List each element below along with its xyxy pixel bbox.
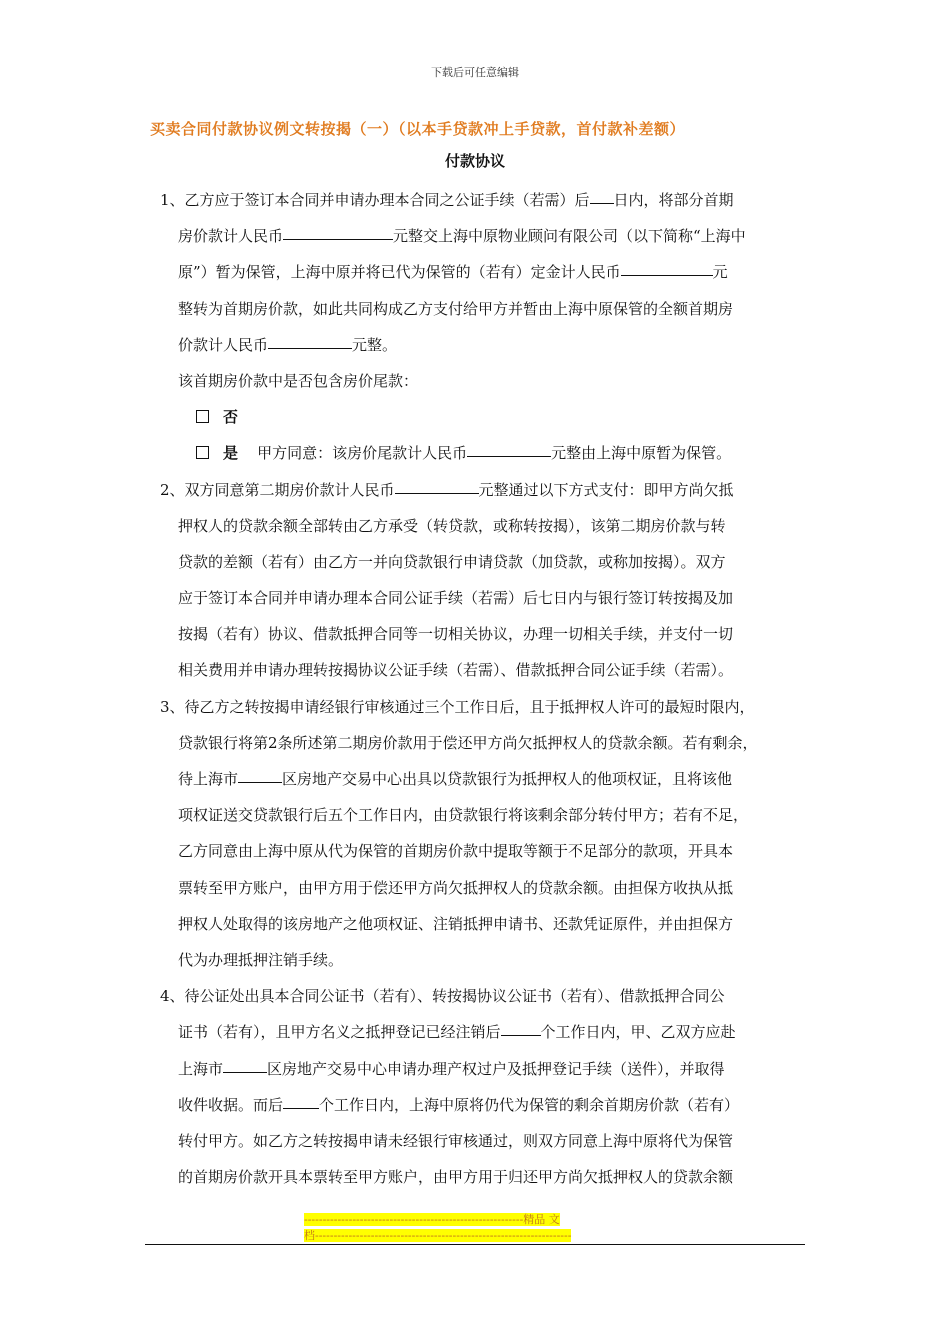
clause-3-line-6: 票转至甲方账户，由甲方用于偿还甲方尚欠抵押权人的贷款余额。由担保方收执从抵	[178, 878, 734, 897]
clause-1-question: 该首期房价款中是否包含房价尾款：	[178, 371, 419, 390]
clause-1-line-4: 整转为首期房价款，如此共同构成乙方支付给甲方并暂由上海中原保管的全额首期房	[178, 299, 734, 318]
clause-3-line-8: 代为办理抵押注销手续。	[178, 950, 344, 969]
page-header: 下载后可任意编辑	[431, 66, 519, 79]
clause-1-line-5: 价款计人民币 元整。	[150, 327, 810, 363]
amount-blank[interactable]	[283, 221, 393, 240]
clause-4-line-5: 转付甲方。如乙方之转按揭申请未经银行审核通过，则双方同意上海中原将代为保管	[178, 1131, 734, 1150]
option-no: 否	[150, 399, 810, 435]
clause-4-line-2: 证书（若有），且甲方名义之抵押登记已经注销后 个工作日内，甲、乙双方应赴	[150, 1014, 810, 1050]
footer-line-1: -----------------------------------------------------------精品 文	[304, 1213, 560, 1226]
clause-3-line-1: 3、待乙方之转按揭申请经银行审核通过三个工作日后，且于抵押权人许可的最短时限内，	[160, 697, 755, 716]
document-body	[150, 182, 810, 1195]
clause-2-line-1: 2、双方同意第二期房价款计人民币 元整通过以下方式支付：即甲方尚欠抵	[150, 472, 810, 508]
footer-line-2: 档---------------------------------------------------------------------	[304, 1229, 572, 1242]
clause-3-line-5: 乙方同意由上海中原从代为保管的首期房价款中提取等额于不足部分的款项，开具本	[178, 842, 734, 861]
document-subtitle: 付款协议	[444, 152, 505, 170]
clause-3-line-7: 押权人处取得的该房地产之他项权证、注销抵押申请书、还款凭证原件，并由担保方	[178, 914, 734, 933]
workdays-blank[interactable]	[501, 1017, 541, 1036]
clause-2-line-4: 应于签订本合同并申请办理本合同公证手续（若需）后七日内与银行签订转按揭及加	[178, 589, 734, 608]
clause-1-line-3: 原”）暂为保管，上海中原并将已代为保管的（若有）定金计人民币 元	[150, 254, 810, 290]
clause-4-line-6: 的首期房价款开具本票转至甲方账户，由甲方用于归还甲方尚欠抵押权人的贷款余额	[178, 1168, 734, 1187]
district-blank-2[interactable]	[223, 1054, 267, 1073]
footer-divider	[145, 1244, 805, 1245]
clause-4-line-1: 4、待公证处出具本合同公证书（若有）、转按揭协议公证书（若有）、借款抵押合同公	[160, 987, 725, 1006]
second-payment-blank[interactable]	[395, 475, 479, 494]
document-title: 买卖合同付款协议例文转按揭（一）（以本手贷款冲上手贷款，首付款补差额）	[150, 120, 686, 138]
clause-2-line-2: 押权人的贷款余额全部转由乙方承受（转贷款，或称转按揭），该第二期房价款与转	[178, 516, 726, 535]
checkbox-no[interactable]	[196, 410, 209, 423]
balance-blank[interactable]	[467, 438, 551, 457]
clause-3-line-2: 贷款银行将第2条所述第二期房价款用于偿还甲方尚欠抵押权人的贷款余额。若有剩余，	[178, 733, 758, 752]
clause-2-line-3: 贷款的差额（若有）由乙方一并向贷款银行申请贷款（加贷款，或称加按揭）。双方	[178, 552, 726, 571]
clause-2-line-5: 按揭（若有）协议、借款抵押合同等一切相关协议，办理一切相关手续，并支付一切	[178, 625, 734, 644]
clause-3-line-4: 项权证送交贷款银行后五个工作日内，由贷款银行将该剩余部分转付甲方；若有不足，	[178, 806, 749, 825]
clause-2-line-6: 相关费用并申请办理转按揭协议公证手续（若需）、借款抵押合同公证手续（若需）。	[178, 661, 734, 680]
clause-1-line-2: 房价款计人民币 元整交上海中原物业顾问有限公司（以下简称“上海中	[150, 218, 810, 254]
clause-4-line-4: 收件收据。而后 个工作日内，上海中原将仍代为保管的剩余首期房价款（若有）	[150, 1087, 810, 1123]
deposit-blank[interactable]	[621, 257, 713, 276]
clause-3-line-3: 待上海市 区房地产交易中心出具以贷款银行为抵押权人的他项权证，且将该他	[150, 761, 810, 797]
clause-1-line-1: 1、乙方应于签订本合同并申请办理本合同之公证手续（若需）后 日内，将部分首期	[150, 182, 810, 218]
workdays-blank-2[interactable]	[283, 1090, 319, 1109]
total-blank[interactable]	[268, 330, 352, 349]
option-yes: 是 甲方同意：该房价尾款计人民币 元整由上海中原暂为保管。	[150, 435, 810, 471]
checkbox-yes[interactable]	[196, 446, 209, 459]
page-footer	[304, 1212, 571, 1244]
district-blank[interactable]	[238, 764, 282, 783]
days-blank[interactable]	[590, 185, 614, 204]
clause-4-line-3: 上海市 区房地产交易中心申请办理产权过户及抵押登记手续（送件），并取得	[150, 1051, 810, 1087]
